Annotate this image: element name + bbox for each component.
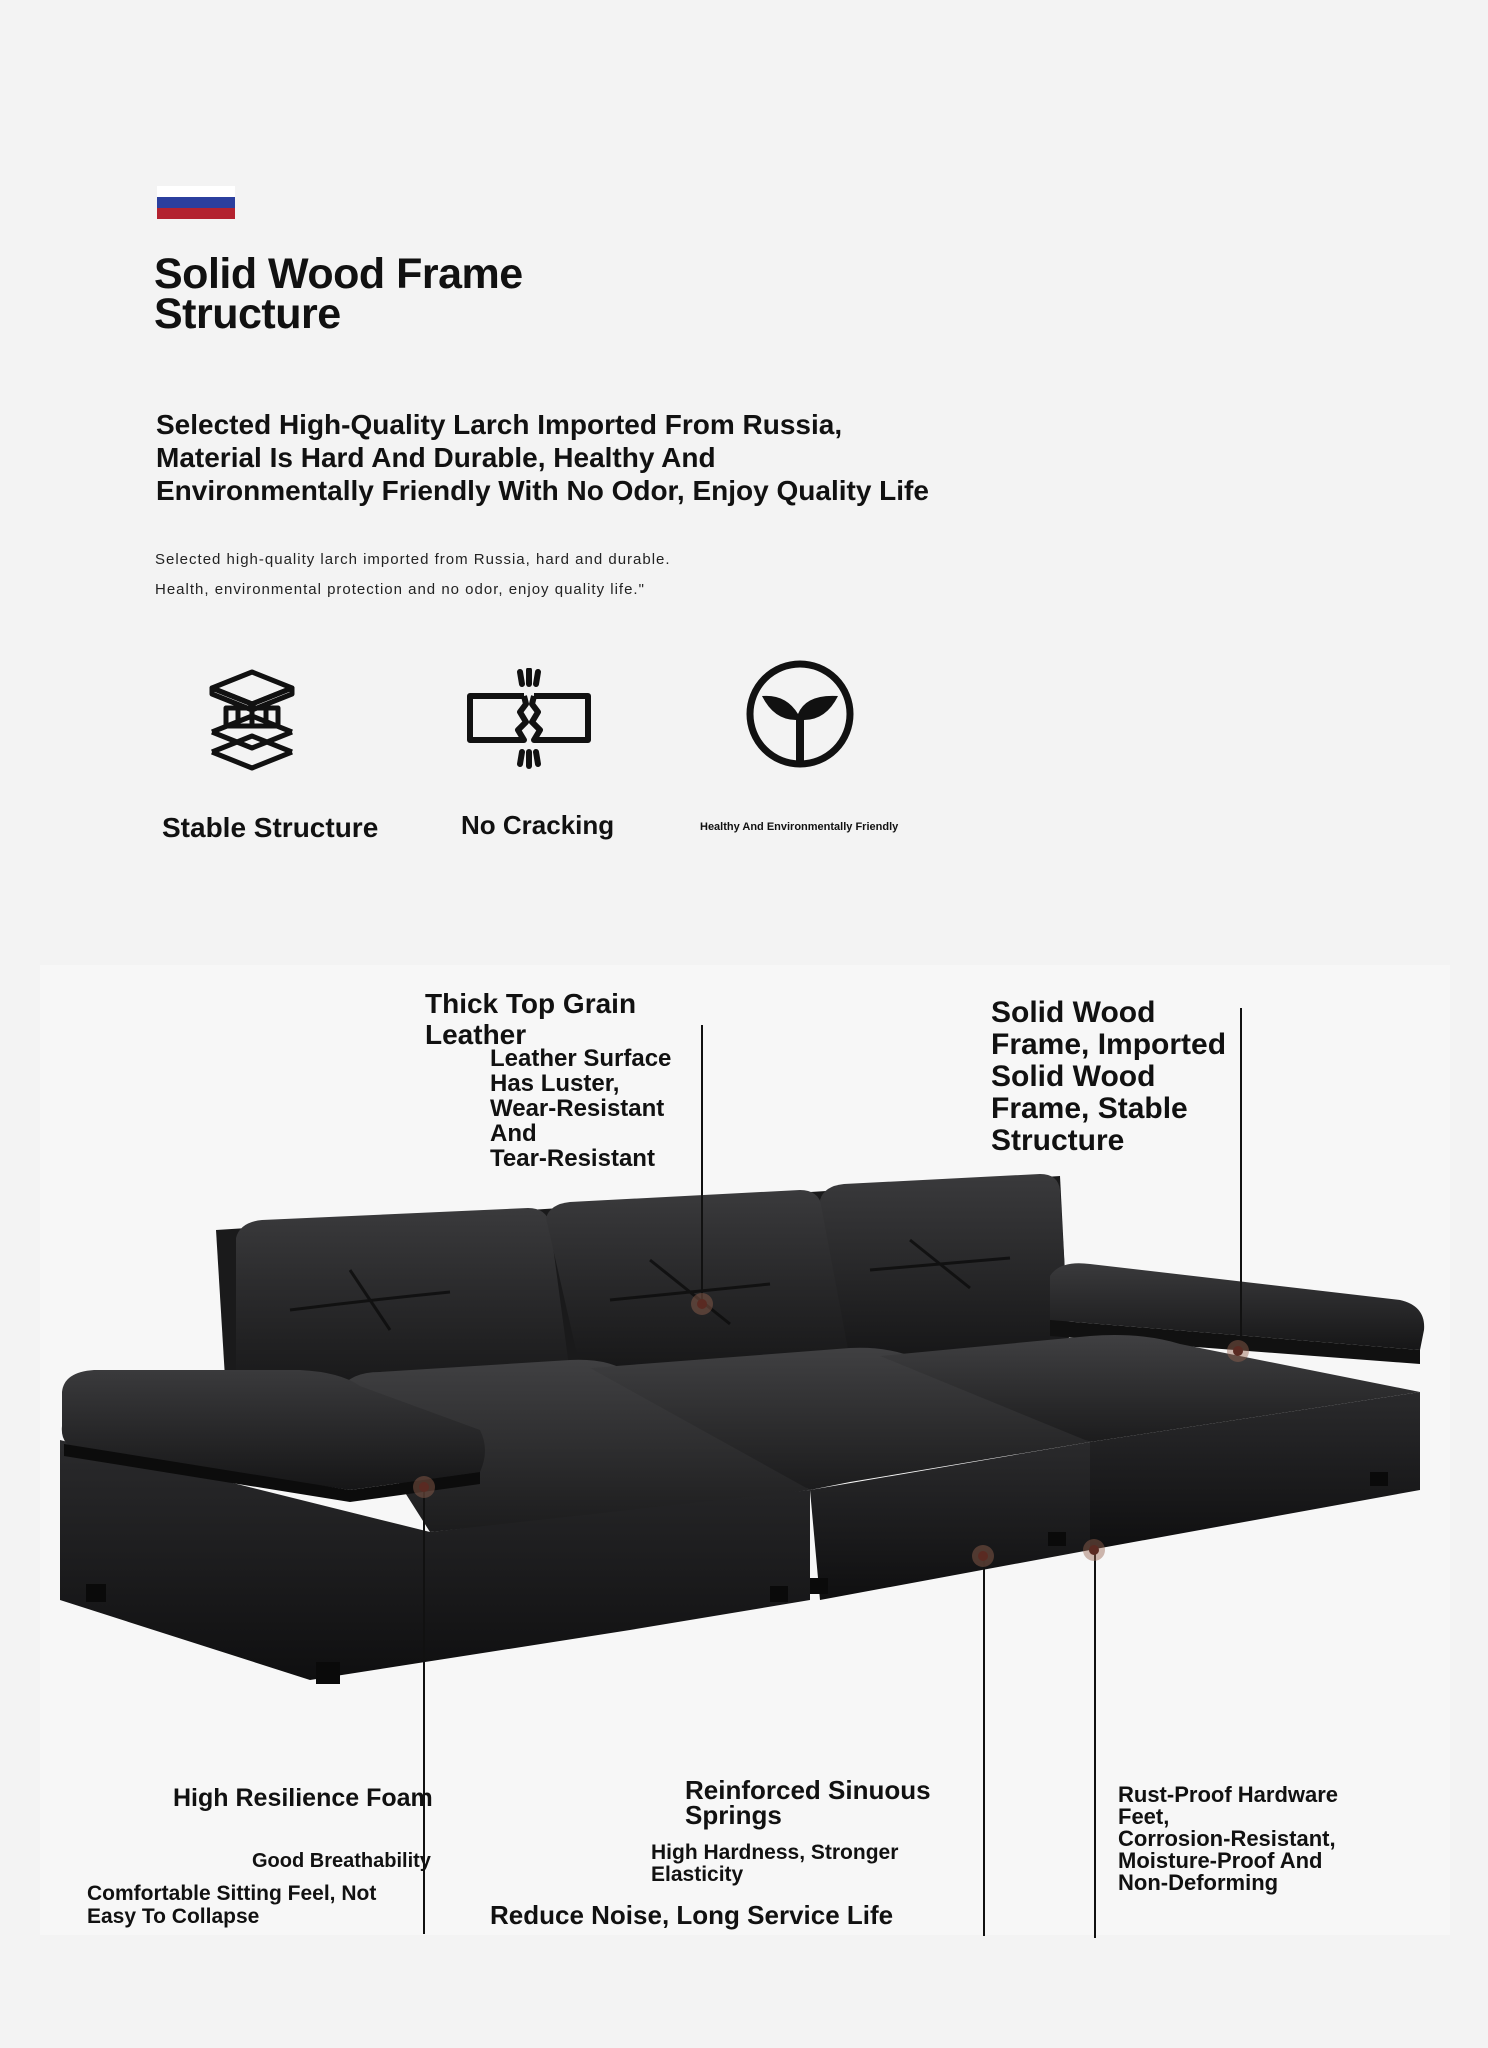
callout-springs-text	[651, 1842, 898, 1886]
russia-flag-icon	[157, 186, 235, 219]
callout-springs-detail: Reduce Noise, Long Service Life	[490, 1900, 894, 1930]
intro-description	[155, 545, 855, 605]
callout-line: Thick Top Grain	[425, 988, 637, 1019]
callout-line: Springs	[685, 1800, 782, 1830]
callout-line: Moisture-Proof And	[1118, 1848, 1323, 1873]
callout-line: Has Luster,	[490, 1070, 620, 1097]
callout-frame-text	[991, 997, 1226, 1157]
callout-line: Rust-Proof Hardware	[1118, 1782, 1339, 1807]
callout-leader-line	[1240, 1008, 1242, 1348]
callout-line: Wear-Resistant	[490, 1095, 665, 1122]
callout-springs-title	[685, 1775, 931, 1830]
callout-foam-detail	[87, 1882, 376, 1928]
callout-line: Frame, Stable	[991, 1092, 1188, 1125]
callout-line: Comfortable Sitting Feel, Not	[87, 1882, 377, 1905]
callout-leader-line	[1094, 1550, 1096, 1938]
description-line: Health, environmental protection and no odor, enjoy quality life."	[155, 581, 645, 598]
title-line: Solid Wood Frame	[154, 250, 523, 298]
description-line: Selected high-quality larch imported from Russia, hard and durable.	[155, 551, 671, 568]
callout-line: High Hardness, Stronger	[651, 1841, 899, 1864]
intro-subtitle	[156, 408, 1016, 507]
feature-label-no-cracking: No Cracking	[461, 810, 615, 840]
eco-leaf-icon	[744, 658, 856, 770]
callout-line: Non-Deforming	[1118, 1870, 1279, 1895]
layers-icon	[208, 668, 296, 776]
feature-label-eco-friendly: Healthy And Environmentally Friendly	[700, 821, 899, 833]
callout-line: Tear-Resistant	[490, 1145, 655, 1172]
subtitle-line: Material Is Hard And Durable, Healthy And	[156, 442, 716, 473]
no-crack-icon	[466, 668, 592, 770]
callout-line: Corrosion-Resistant,	[1118, 1826, 1336, 1851]
callout-line: Solid Wood	[991, 1060, 1156, 1093]
callout-foam-title: High Resilience Foam	[173, 1784, 433, 1812]
subtitle-line: Environmentally Friendly With No Odor, Enjoy Quality Life	[156, 475, 929, 506]
callout-line: Feet,	[1118, 1804, 1170, 1829]
leather-sofa-image	[50, 1160, 1430, 1700]
feature-label-stable-structure: Stable Structure	[162, 812, 379, 843]
callout-line: Easy To Collapse	[87, 1905, 260, 1928]
callout-line: Leather	[425, 1019, 527, 1050]
callout-line: And	[490, 1120, 537, 1147]
callout-line: Solid Wood	[991, 996, 1156, 1029]
callout-marker-dot	[691, 1293, 713, 1315]
page-title	[154, 250, 774, 338]
callout-marker-dot	[1083, 1539, 1105, 1561]
callout-line: Structure	[991, 1124, 1125, 1157]
callout-marker-dot	[1227, 1340, 1249, 1362]
callout-leather-text	[490, 1046, 671, 1171]
callout-leader-line	[983, 1556, 985, 1936]
callout-foam-text: Good Breathability	[252, 1850, 431, 1872]
callout-feet-text	[1118, 1784, 1338, 1894]
callout-line: Reinforced Sinuous	[685, 1775, 931, 1805]
subtitle-line: Selected High-Quality Larch Imported From Russia,	[156, 409, 843, 440]
callout-line: Frame, Imported	[991, 1028, 1227, 1061]
callout-line: Elasticity	[651, 1863, 744, 1886]
callout-leather-title	[425, 988, 636, 1050]
callout-marker-dot	[972, 1545, 994, 1567]
callout-marker-dot	[413, 1476, 435, 1498]
title-line: Structure	[154, 290, 341, 338]
callout-line: Leather Surface	[490, 1045, 672, 1072]
callout-leader-line	[701, 1025, 703, 1305]
